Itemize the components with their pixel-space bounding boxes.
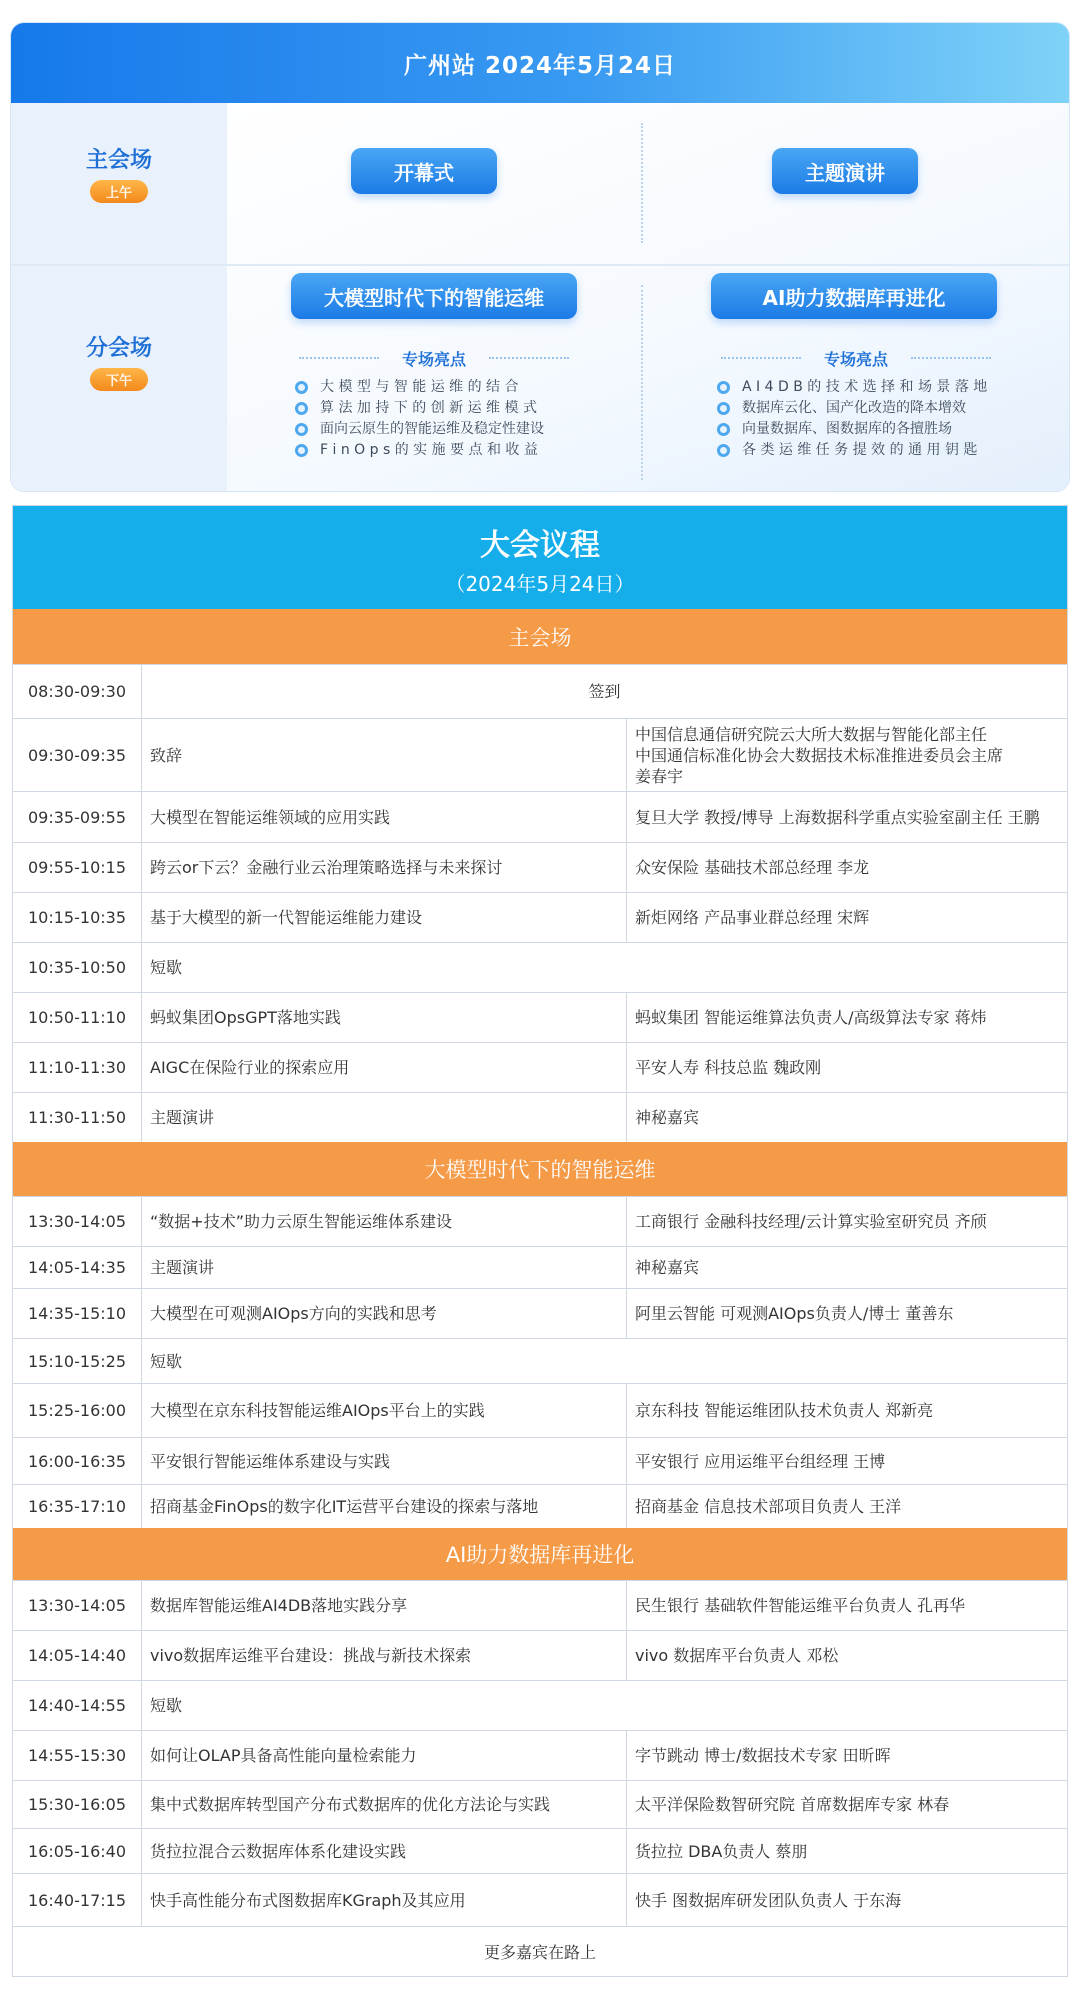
- time-cell: 15:30-16:05: [13, 1781, 142, 1828]
- bullet-ring-icon: [717, 381, 730, 394]
- topic-cell: 蚂蚁集团OpsGPT落地实践: [142, 993, 627, 1042]
- list-item: 数据库云化、国产化改造的降本增效: [717, 398, 987, 419]
- table-row: [13, 1680, 1067, 1730]
- table-row: [13, 1730, 1067, 1780]
- time-cell: 16:35-17:10: [13, 1485, 142, 1528]
- topic-cell: vivo数据库运维平台建设：挑战与新技术探索: [142, 1631, 627, 1680]
- speaker-cell: 阿里云智能 可观测AIOps负责人/博士 董善东: [635, 1304, 954, 1323]
- topic-cell: 大模型在可观测AIOps方向的实践和思考: [142, 1289, 627, 1338]
- table-row: [13, 842, 1067, 892]
- section-header: 大模型时代下的智能运维: [13, 1142, 1067, 1196]
- table-row: [13, 791, 1067, 842]
- table-row: [13, 1288, 1067, 1338]
- topic-cell: 招商基金FinOps的数字化IT运营平台建设的探索与落地: [142, 1485, 627, 1528]
- speaker-cell: 蚂蚁集团 智能运维算法负责人/高级算法专家 蒋炜: [635, 1008, 987, 1027]
- main-venue-time-badge: 上午: [90, 180, 148, 203]
- table-row: [13, 1196, 1067, 1246]
- agenda-footer: 更多嘉宾在路上: [13, 1926, 1067, 1976]
- list-item: 面向云原生的智能运维及稳定性建设: [295, 419, 544, 440]
- table-row: [13, 1437, 1067, 1484]
- list-item: 算 法 加 持 下 的 创 新 运 维 模 式: [295, 398, 544, 419]
- speaker-cell: 京东科技 智能运维团队技术负责人 郑新亮: [635, 1401, 934, 1420]
- time-cell: 10:15-10:35: [13, 893, 142, 942]
- sub-venue-time-badge: 下午: [90, 368, 148, 391]
- agenda-date: （2024年5月24日）: [445, 572, 635, 596]
- speaker-cell: 快手 图数据库研发团队负责人 于东海: [635, 1890, 902, 1910]
- time-cell: 16:05-16:40: [13, 1829, 142, 1873]
- speaker-cell: 平安银行 应用运维平台组经理 王博: [635, 1451, 886, 1471]
- track-aiops-highlights: [295, 377, 544, 461]
- speaker-cell: 民生银行 基础软件智能运维平台负责人 孔再华: [635, 1596, 966, 1615]
- topic-cell: AIGC在保险行业的探索应用: [142, 1043, 627, 1092]
- topic-cell: 快手高性能分布式图数据库KGraph及其应用: [142, 1874, 627, 1926]
- topic-cell: 跨云or下云？金融行业云治理策略选择与未来探讨: [142, 843, 627, 892]
- time-cell: 09:30-09:35: [13, 719, 142, 791]
- venue-overview-card: [10, 22, 1070, 492]
- sub-venue-divider: [641, 285, 643, 480]
- sub-venue-label: [11, 331, 227, 391]
- section-header: AI助力数据库再进化: [13, 1528, 1067, 1580]
- table-row: [13, 1338, 1067, 1383]
- time-cell: 16:40-17:15: [13, 1874, 142, 1926]
- speaker-cell: 字节跳动 博士/数据技术专家 田昕晖: [635, 1746, 891, 1765]
- section-header: 主会场: [13, 609, 1067, 664]
- topic-cell: “数据+技术”助力云原生智能运维体系建设: [142, 1197, 627, 1246]
- list-item: 向量数据库、图数据库的各擅胜场: [717, 419, 987, 440]
- bullet-ring-icon: [295, 402, 308, 415]
- table-row: [13, 1873, 1067, 1926]
- topic-cell: 致辞: [142, 719, 627, 791]
- time-cell: 14:40-14:55: [13, 1681, 142, 1730]
- bullet-ring-icon: [717, 402, 730, 415]
- time-cell: 14:35-15:10: [13, 1289, 142, 1338]
- table-row: [13, 892, 1067, 942]
- topic-cell: 大模型在智能运维领域的应用实践: [142, 792, 627, 842]
- track-ai4db-pill: AI助力数据库再进化: [711, 273, 997, 319]
- speaker-cell: 众安保险 基础技术部总经理 李龙: [635, 858, 870, 877]
- overview-banner-title: 广州站 2024年5月24日: [403, 52, 677, 79]
- bullet-ring-icon: [295, 423, 308, 436]
- speaker-cell: 复旦大学 教授/博导 上海数据科学重点实验室副主任 王鹏: [635, 807, 1040, 827]
- topic-cell: 基于大模型的新一代智能运维能力建设: [142, 893, 627, 942]
- time-cell: 11:10-11:30: [13, 1043, 142, 1092]
- topic-cell: 主题演讲: [142, 1093, 627, 1142]
- speaker-cell: vivo 数据库平台负责人 邓松: [635, 1646, 839, 1665]
- time-cell: 16:00-16:35: [13, 1438, 142, 1484]
- speaker-cell: 平安人寿 科技总监 魏政刚: [635, 1058, 822, 1077]
- agenda-body: [13, 609, 1067, 1926]
- topic-cell: 平安银行智能运维体系建设与实践: [142, 1438, 627, 1484]
- table-row: [13, 1092, 1067, 1142]
- topic-cell: 主题演讲: [142, 1247, 627, 1288]
- main-venue-label: [11, 143, 227, 203]
- topic-cell: 集中式数据库转型国产分布式数据库的优化方法论与实践: [142, 1781, 627, 1828]
- topic-cell: 货拉拉混合云数据库体系化建设实践: [142, 1829, 627, 1873]
- bullet-ring-icon: [717, 423, 730, 436]
- speaker-cell: 神秘嘉宾: [635, 1258, 700, 1277]
- speaker-cell: 新炬网络 产品事业群总经理 宋辉: [635, 908, 870, 927]
- bullet-ring-icon: [717, 444, 730, 457]
- table-row: [13, 1042, 1067, 1092]
- track-aiops-pill: 大模型时代下的智能运维: [291, 273, 577, 319]
- venue-divider: [11, 264, 1069, 266]
- table-row: [13, 664, 1067, 718]
- track-aiops-highlight-title: 专场亮点: [299, 347, 569, 370]
- topic-cell: 数据库智能运维AI4DB落地实践分享: [142, 1581, 627, 1630]
- track-ai4db-highlights: [717, 377, 987, 461]
- table-row: [13, 992, 1067, 1042]
- time-cell: 10:35-10:50: [13, 943, 142, 992]
- break-cell: 短歇: [150, 1351, 183, 1371]
- time-cell: 09:55-10:15: [13, 843, 142, 892]
- break-cell: 短歇: [150, 958, 183, 977]
- table-row: [13, 1383, 1067, 1437]
- bullet-ring-icon: [295, 381, 308, 394]
- list-item: F i n O p s 的 实 施 要 点 和 收 益: [295, 440, 544, 461]
- time-cell: 11:30-11:50: [13, 1093, 142, 1142]
- opening-session-pill: 开幕式: [351, 148, 497, 194]
- table-row: [13, 1484, 1067, 1528]
- time-cell: 14:05-14:35: [13, 1247, 142, 1288]
- main-venue-name: 主会场: [85, 148, 152, 173]
- agenda-header: [13, 506, 1067, 609]
- main-venue-divider: [641, 123, 643, 243]
- agenda-title: 大会议程: [480, 528, 600, 563]
- time-cell: 15:10-15:25: [13, 1339, 142, 1383]
- break-cell: 短歇: [150, 1696, 183, 1715]
- list-item: A I 4 D B 的 技 术 选 择 和 场 景 落 地: [717, 377, 987, 398]
- table-row: [13, 1246, 1067, 1288]
- keynote-session-pill: 主题演讲: [772, 148, 918, 194]
- agenda-table: [12, 505, 1068, 1977]
- list-item: 大 模 型 与 智 能 运 维 的 结 合: [295, 377, 544, 398]
- time-cell: 13:30-14:05: [13, 1197, 142, 1246]
- table-row: [13, 718, 1067, 791]
- overview-banner: [11, 23, 1069, 103]
- table-row: [13, 1630, 1067, 1680]
- speaker-cell: 工商银行 金融科技经理/云计算实验室研究员 齐颀: [635, 1212, 987, 1231]
- table-row: [13, 1580, 1067, 1630]
- time-cell: 14:05-14:40: [13, 1631, 142, 1680]
- time-cell: 08:30-09:30: [13, 665, 142, 718]
- bullet-ring-icon: [295, 444, 308, 457]
- track-ai4db-highlight-title: 专场亮点: [721, 347, 991, 370]
- speaker-cell: 货拉拉 DBA负责人 蔡朋: [635, 1841, 808, 1861]
- checkin-cell: 签到: [588, 682, 621, 701]
- table-row: [13, 942, 1067, 992]
- speaker-cell: 神秘嘉宾: [635, 1108, 700, 1127]
- time-cell: 09:35-09:55: [13, 792, 142, 842]
- table-row: [13, 1828, 1067, 1873]
- topic-cell: 大模型在京东科技智能运维AIOps平台上的实践: [142, 1384, 627, 1437]
- table-row: [13, 1780, 1067, 1828]
- time-cell: 10:50-11:10: [13, 993, 142, 1042]
- time-cell: 14:55-15:30: [13, 1731, 142, 1780]
- time-cell: 15:25-16:00: [13, 1384, 142, 1437]
- sub-venue-name: 分会场: [85, 336, 152, 361]
- speaker-cell: 太平洋保险数智研究院 首席数据库专家 林春: [635, 1795, 950, 1814]
- topic-cell: 如何让OLAP具备高性能向量检索能力: [142, 1731, 627, 1780]
- speaker-cell: 中国信息通信研究院云大所大数据与智能化部主任 中国通信标准化协会大数据技术标准推进委员会主席 姜春宇: [635, 724, 1004, 786]
- speaker-cell: 招商基金 信息技术部项目负责人 王洋: [635, 1497, 902, 1516]
- list-item: 各 类 运 维 任 务 提 效 的 通 用 钥 匙: [717, 440, 987, 461]
- time-cell: 13:30-14:05: [13, 1581, 142, 1630]
